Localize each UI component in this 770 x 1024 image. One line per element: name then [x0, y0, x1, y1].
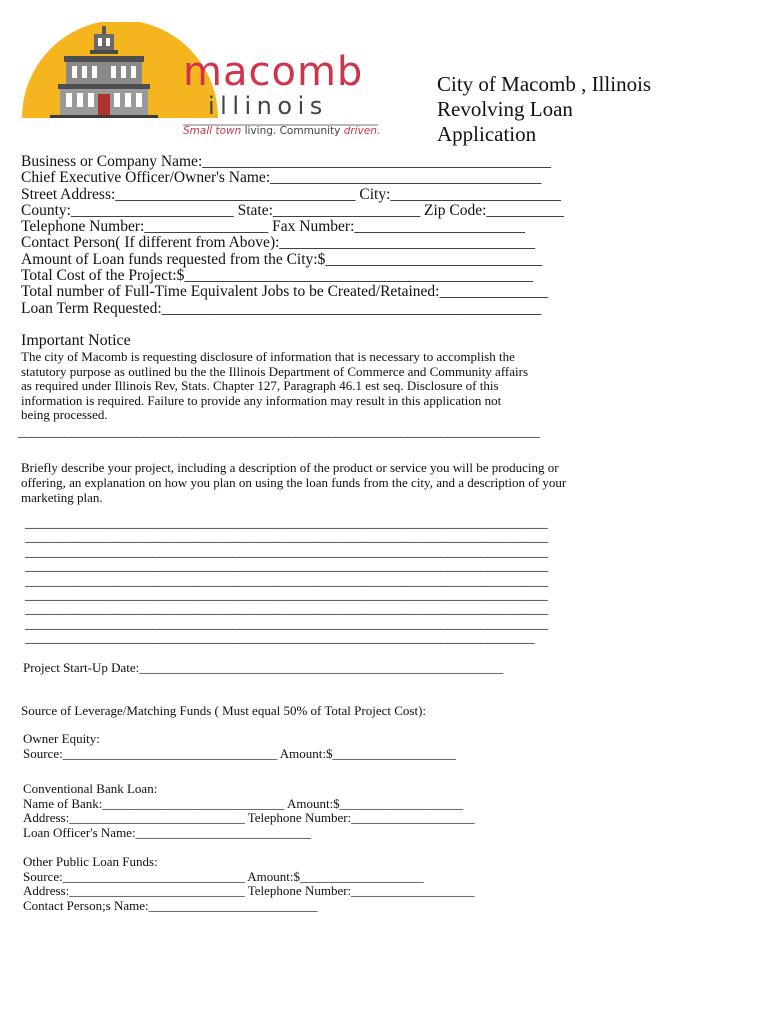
notice-heading: Important Notice — [21, 332, 131, 349]
owner-equity-title: Owner Equity: — [23, 731, 100, 746]
loan-officer-field[interactable]: Loan Officer's Name:___________________________ — [23, 824, 312, 840]
owner-equity-group — [23, 732, 456, 761]
wordmark-main: macomb — [183, 49, 364, 95]
bank-name-field[interactable]: Name of Bank:____________________________ Amount:$___________________ — [23, 795, 464, 811]
public-loan-title: Other Public Loan Funds: — [23, 854, 158, 869]
total-cost-field[interactable]: Total Cost of the Project:$_____________________________________________ — [21, 267, 534, 285]
describe-line: offering, an explanation on how you plan on using the loan funds from the city, and a description of your — [21, 474, 567, 490]
public-contact-field[interactable]: Contact Person;s Name:__________________________ — [23, 897, 318, 913]
public-address-field[interactable]: Address:___________________________ Telephone Number:___________________ — [23, 883, 475, 899]
leverage-heading: Source of Leverage/Matching Funds ( Must equal 50% of Total Project Cost): — [21, 703, 427, 718]
public-source-field[interactable]: Source:____________________________ Amount:$___________________ — [23, 868, 424, 884]
notice-line: The city of Macomb is requesting disclosure of information that is necessary to accomplish the — [21, 349, 515, 364]
form-title — [437, 72, 651, 147]
write-line[interactable]: ______________________________________________________________________________ — [25, 588, 548, 604]
write-line[interactable]: ______________________________________________________________________________ — [25, 544, 548, 560]
loan-term-field[interactable]: Loan Term Requested:_________________________________________________ — [21, 299, 542, 317]
write-line[interactable]: ____________________________________________________________________________ — [25, 631, 535, 647]
write-line[interactable]: ______________________________________________________________________________ — [25, 602, 548, 618]
contact-person-field[interactable]: Contact Person( If different from Above):_________________________________ — [21, 234, 536, 252]
write-line[interactable]: ______________________________________________________________________________ — [25, 616, 548, 632]
business-name-field[interactable]: Business or Company Name:_____________________________________________ — [21, 153, 551, 170]
notice-line: being processed. — [21, 407, 108, 423]
notice-line: information is required. Failure to provide any information may result in this application not — [21, 392, 502, 408]
county-state-zip-field[interactable]: County:_____________________ State:___________________ Zip Code:__________ — [21, 201, 564, 219]
describe-instructions — [21, 461, 566, 505]
project-description-area[interactable] — [25, 517, 548, 647]
wordmark-sub: illinois — [208, 92, 328, 120]
divider-line: _______________________________________________________________________________ — [18, 425, 540, 440]
applicant-fields — [21, 154, 564, 317]
tagline: Small town living. Community driven. — [183, 125, 381, 137]
notice-line: as required under Illinois Rev, Stats. Chapter 127, Paragraph 46.1 est seq. Disclosure of this — [21, 378, 499, 394]
notice-line: statutory purpose as outlined bu the the Illinois Department of Commerce and Community affairs — [21, 363, 529, 379]
startup-date-field[interactable]: Project Start-Up Date:________________________________________________________ — [23, 660, 504, 675]
bank-loan-title: Conventional Bank Loan: — [23, 781, 158, 796]
ceo-name-field[interactable]: Chief Executive Officer/Owner's Name:___________________________________ — [21, 169, 542, 187]
write-line[interactable]: ______________________________________________________________________________ — [25, 516, 548, 531]
title-line: Application — [437, 122, 537, 146]
write-line[interactable]: ______________________________________________________________________________ — [25, 573, 548, 589]
write-line[interactable]: ______________________________________________________________________________ — [25, 559, 548, 575]
bank-loan-group — [23, 782, 475, 840]
loan-amount-field[interactable]: Amount of Loan funds requested from the City:$____________________________ — [21, 250, 543, 268]
bank-address-field[interactable]: Address:___________________________ Telephone Number:___________________ — [23, 810, 475, 826]
owner-equity-source-field[interactable]: Source:_________________________________ Amount:$___________________ — [23, 745, 456, 761]
notice-body — [21, 350, 661, 423]
title-line: City of Macomb , Illinois — [437, 72, 652, 96]
write-line[interactable]: ______________________________________________________________________________ — [25, 530, 548, 546]
macomb-logo — [20, 22, 382, 140]
title-line: Revolving Loan — [437, 97, 573, 121]
describe-line: Briefly describe your project, including a description of the product or service you will be producing or — [21, 460, 559, 475]
telephone-fax-field[interactable]: Telephone Number:________________ Fax Number:______________________ — [21, 218, 525, 236]
street-city-field[interactable]: Street Address:_______________________________ City:______________________ — [21, 185, 561, 203]
describe-line: marketing plan. — [21, 489, 103, 505]
jobs-field[interactable]: Total number of Full-Time Equivalent Jobs to be Created/Retained:______________ — [21, 283, 548, 301]
public-loan-group — [23, 855, 475, 913]
